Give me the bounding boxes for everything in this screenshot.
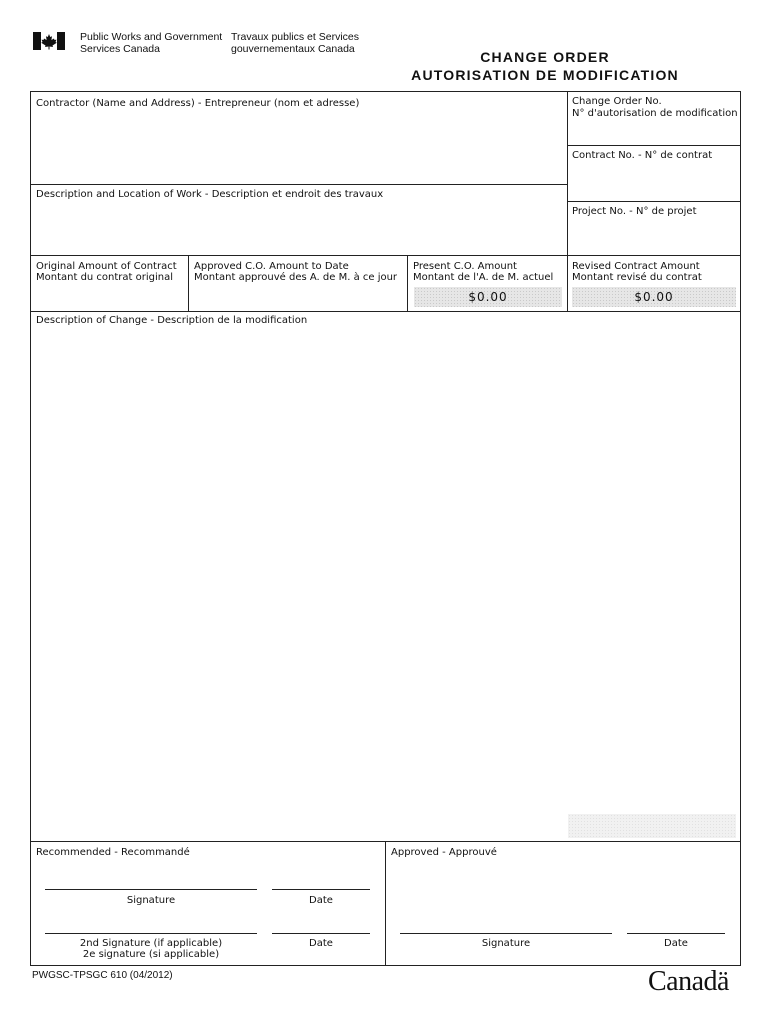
description-change-cell [30,311,741,842]
original-amount-input[interactable] [33,288,186,308]
contractor-input[interactable] [33,114,565,182]
recommended-label: Recommended - Recommandé [36,847,190,858]
second-signature-label-en: 2nd Signature (if applicable) [79,938,223,949]
approved-signature-label: Signature [481,938,531,949]
approved-co-input[interactable] [191,288,405,308]
revised-amount-label-fr: Montant revisé du contrat [572,272,702,283]
canada-flag-icon [33,32,65,50]
project-no-input[interactable] [570,224,738,242]
second-signature-label-fr: 2e signature (si applicable) [82,949,220,960]
department-name-en-line1: Public Works and Government [80,31,223,43]
description-location-input[interactable] [33,205,565,253]
present-co-cell [407,255,568,312]
present-co-value[interactable]: $0.00 [468,290,508,304]
department-name-fr-line2: gouvernementaux Canada [231,43,355,55]
change-order-no-cell [567,91,741,146]
description-change-input[interactable] [33,330,738,820]
approved-signature-line[interactable] [400,933,612,934]
approved-co-label-fr: Montant approuvé des A. de M. à ce jour [194,272,398,283]
approved-label: Approved - Approuvé [391,847,497,858]
department-name-fr [231,31,359,55]
contract-no-input[interactable] [570,168,738,186]
department-name-en-line2: Services Canada [80,43,160,55]
approved-date-label: Date [664,938,688,949]
second-date-label: Date [309,938,333,949]
approved-co-cell [188,255,408,312]
present-co-label-fr: Montant de l'A. de M. actuel [413,272,554,283]
second-signature-line[interactable] [45,933,257,934]
revised-amount-value[interactable]: $0.00 [634,290,674,304]
description-location-label: Description and Location of Work - Description et endroit des travaux [36,189,384,200]
approved-co-label-en: Approved C.O. Amount to Date [194,261,349,272]
form-title-en: CHANGE ORDER [480,49,610,65]
form-number: PWGSC-TPSGC 610 (04/2012) [32,970,173,981]
canada-wordmark-logo: Canadä [648,966,729,997]
change-order-no-input[interactable] [570,124,738,142]
department-name-fr-line1: Travaux publics et Services [231,31,359,43]
recommended-date-line[interactable] [272,889,370,890]
form-title-fr: AUTORISATION DE MODIFICATION [411,67,679,83]
original-amount-cell [30,255,189,312]
approved-date-line[interactable] [627,933,725,934]
project-no-label: Project No. - N° de projet [572,206,697,217]
project-no-cell [567,201,741,256]
revised-amount-label-en: Revised Contract Amount [572,261,700,272]
contractor-cell [30,91,568,185]
recommended-date-label: Date [309,895,333,906]
original-amount-label-en: Original Amount of Contract [36,261,177,272]
present-co-label-en: Present C.O. Amount [413,261,517,272]
recommended-signature-line[interactable] [45,889,257,890]
change-order-no-label-en: Change Order No. [572,96,662,107]
second-date-line[interactable] [272,933,370,934]
department-name-en [80,31,222,55]
revised-amount-cell [567,255,741,312]
change-order-no-label-fr: N° d'autorisation de modification [572,108,738,119]
contractor-label: Contractor (Name and Address) - Entrepreneur (nom et adresse) [36,98,360,109]
contract-no-label: Contract No. - N° de contrat [572,150,713,161]
recommended-signature-label: Signature [126,895,176,906]
description-change-shading [568,814,736,838]
description-location-cell [30,184,568,256]
original-amount-label-fr: Montant du contrat original [36,272,174,283]
description-change-label: Description of Change - Description de la modification [36,315,308,326]
contract-no-cell [567,145,741,202]
